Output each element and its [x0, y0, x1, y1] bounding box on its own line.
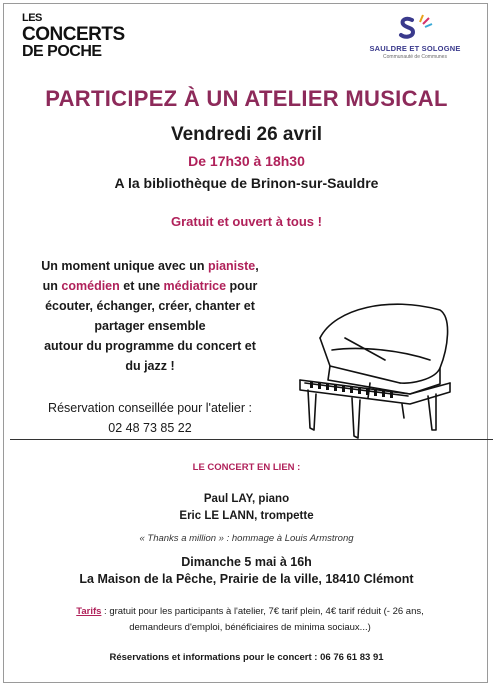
reservation-info [30, 398, 270, 438]
desc-text: un [42, 279, 62, 293]
desc-mediatrice: médiatrice [163, 279, 227, 293]
desc-line: partager ensemble [94, 319, 206, 333]
tarifs-info [40, 604, 460, 636]
concert-date: Dimanche 5 mai à 16h [181, 555, 312, 569]
reservation-phone: 02 48 73 85 22 [108, 421, 192, 435]
tarifs-text: : gratuit pour les participants à l'atelier, 7€ tarif plein, 4€ tarif réduit (- 26 ans, [101, 606, 424, 617]
desc-text: et une [119, 279, 164, 293]
event-time: De 17h30 à 18h30 [188, 153, 305, 169]
concerts-de-poche-logo [20, 10, 140, 70]
concert-quote: « Thanks a million » : hommage à Louis Armstrong [139, 533, 354, 544]
desc-line: écouter, échanger, créer, chanter et [45, 299, 255, 313]
logo-line-1: LES [22, 12, 42, 24]
performer-1: Paul LAY, piano [203, 493, 290, 505]
performer-2: Eric LE LANN, trompette [179, 510, 314, 522]
logo-line-3: DE POCHE [22, 43, 102, 60]
page-title: PARTICIPEZ À UN ATELIER MUSICAL [45, 86, 448, 111]
desc-text: pour [226, 279, 258, 293]
desc-line: autour du programme du concert et [44, 339, 256, 353]
desc-pianiste: pianiste [207, 259, 256, 273]
tarifs-label: Tarifs [76, 606, 102, 617]
desc-comedien: comédien [61, 279, 120, 293]
concert-place: La Maison de la Pêche, Prairie de la ville, 18410 Clémont [79, 572, 414, 586]
event-date: Vendredi 26 avril [170, 124, 323, 145]
sauldre-logo-icon [395, 12, 435, 42]
section-divider [10, 439, 493, 440]
desc-text: , [255, 259, 259, 273]
logo-name: SAULDRE ET SOLOGNE [369, 44, 461, 53]
concert-heading: LE CONCERT EN LIEN : [192, 462, 301, 473]
logo-subtitle: Communauté de Communes [383, 54, 447, 60]
desc-line: du jazz ! [125, 359, 175, 373]
free-notice: Gratuit et ouvert à tous ! [171, 214, 322, 229]
logo-line-2: CONCERTS [22, 24, 125, 45]
reservation-label: Réservation conseillée pour l'atelier : [48, 401, 252, 415]
desc-text: Un moment unique avec un [41, 259, 208, 273]
concert-contact: Réservations et informations pour le concert : 06 76 61 83 91 [109, 652, 384, 663]
description [30, 256, 270, 376]
tarifs-text-2: demandeurs d'emploi, bénéficiaires de minima sociaux...) [129, 622, 371, 633]
sauldre-sologne-logo [355, 12, 475, 72]
event-place: A la bibliothèque de Brinon-sur-Sauldre [114, 175, 379, 191]
piano-illustration [290, 288, 460, 448]
